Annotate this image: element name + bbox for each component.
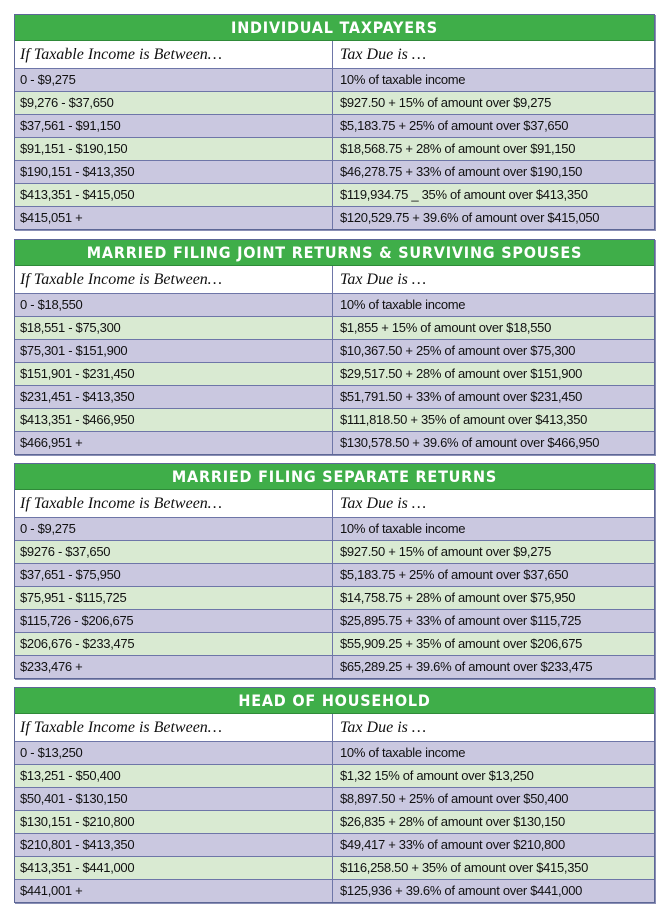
table-row xyxy=(15,742,654,764)
tax-due-cell: $120,529.75 + 39.6% of amount over $415,050 xyxy=(340,210,600,225)
tax-due-cell: $51,791.50 + 33% of amount over $231,450 xyxy=(340,389,583,404)
tax-column-header: Tax Due is … xyxy=(340,719,427,736)
table-row xyxy=(15,540,654,563)
table-married-joint xyxy=(14,239,655,455)
table-row xyxy=(15,316,654,339)
income-column-header: If Taxable Income is Between… xyxy=(15,490,333,517)
income-range-cell: $413,351 - $415,050 xyxy=(15,184,333,206)
tax-column-header: Tax Due is … xyxy=(340,495,427,512)
tax-due-cell: $18,568.75 + 28% of amount over $91,150 xyxy=(340,141,576,156)
table-row xyxy=(15,206,654,229)
table-row xyxy=(15,339,654,362)
tax-due-cell: $14,758.75 + 28% of amount over $75,950 xyxy=(340,590,576,605)
table-row xyxy=(15,294,654,316)
income-range-cell: $415,051 + xyxy=(15,207,333,229)
table-row xyxy=(15,408,654,431)
income-range-cell: $37,561 - $91,150 xyxy=(15,115,333,137)
income-range-cell: $210,801 - $413,350 xyxy=(15,834,333,856)
income-range-cell: $130,151 - $210,800 xyxy=(15,811,333,833)
table-head-of-household xyxy=(14,687,655,903)
table-row xyxy=(15,160,654,183)
income-range-cell: $50,401 - $130,150 xyxy=(15,788,333,810)
income-range-cell: $75,951 - $115,725 xyxy=(15,587,333,609)
table-row xyxy=(15,586,654,609)
income-range-cell: $190,151 - $413,350 xyxy=(15,161,333,183)
column-header-row xyxy=(15,490,654,518)
tax-due-cell: $119,934.75 _ 35% of amount over $413,350 xyxy=(340,187,588,202)
tax-due-cell: $1,855 + 15% of amount over $18,550 xyxy=(340,320,552,335)
income-range-cell: $413,351 - $466,950 xyxy=(15,409,333,431)
tax-due-cell: $130,578.50 + 39.6% of amount over $466,950 xyxy=(340,435,600,450)
income-range-cell: $9,276 - $37,650 xyxy=(15,92,333,114)
income-range-cell: $91,151 - $190,150 xyxy=(15,138,333,160)
table-row xyxy=(15,362,654,385)
income-range-cell: 0 - $9,275 xyxy=(15,69,333,91)
income-range-cell: $9276 - $37,650 xyxy=(15,541,333,563)
income-range-cell: $18,551 - $75,300 xyxy=(15,317,333,339)
tax-due-cell: $5,183.75 + 25% of amount over $37,650 xyxy=(340,567,569,582)
income-range-cell: $413,351 - $441,000 xyxy=(15,857,333,879)
income-range-cell: $13,251 - $50,400 xyxy=(15,765,333,787)
table-row xyxy=(15,431,654,454)
table-row xyxy=(15,114,654,137)
tax-due-cell: $29,517.50 + 28% of amount over $151,900 xyxy=(340,366,583,381)
table-title: INDIVIDUAL TAXPAYERS xyxy=(15,15,654,41)
column-header-row xyxy=(15,714,654,742)
income-range-cell: $441,001 + xyxy=(15,880,333,902)
table-row xyxy=(15,810,654,833)
table-title: MARRIED FILING JOINT RETURNS & SURVIVING SPOUSES xyxy=(15,240,654,266)
income-column-header: If Taxable Income is Between… xyxy=(15,41,333,68)
tax-due-cell: $8,897.50 + 25% of amount over $50,400 xyxy=(340,791,569,806)
tax-due-cell: $927.50 + 15% of amount over $9,275 xyxy=(340,95,552,110)
table-row xyxy=(15,833,654,856)
income-column-header: If Taxable Income is Between… xyxy=(15,714,333,741)
table-individual-taxpayers xyxy=(14,14,655,230)
table-title: HEAD OF HOUSEHOLD xyxy=(15,688,654,714)
income-range-cell: $231,451 - $413,350 xyxy=(15,386,333,408)
table-row xyxy=(15,563,654,586)
tax-column-header: Tax Due is … xyxy=(340,46,427,63)
tax-due-cell: $49,417 + 33% of amount over $210,800 xyxy=(340,837,565,852)
income-range-cell: 0 - $18,550 xyxy=(15,294,333,316)
tax-due-cell: $25,895.75 + 33% of amount over $115,725 xyxy=(340,613,582,628)
table-row xyxy=(15,787,654,810)
income-range-cell: 0 - $9,275 xyxy=(15,518,333,540)
table-row xyxy=(15,69,654,91)
income-column-header: If Taxable Income is Between… xyxy=(15,266,333,293)
tax-due-cell: $116,258.50 + 35% of amount over $415,350 xyxy=(340,860,589,875)
column-header-row xyxy=(15,41,654,69)
table-row xyxy=(15,632,654,655)
tax-due-cell: $10,367.50 + 25% of amount over $75,300 xyxy=(340,343,576,358)
tax-due-cell: $5,183.75 + 25% of amount over $37,650 xyxy=(340,118,569,133)
tax-due-cell: $65,289.25 + 39.6% of amount over $233,475 xyxy=(340,659,593,674)
table-row xyxy=(15,609,654,632)
income-range-cell: $466,951 + xyxy=(15,432,333,454)
income-range-cell: $115,726 - $206,675 xyxy=(15,610,333,632)
table-married-separate xyxy=(14,463,655,679)
tax-due-cell: $125,936 + 39.6% of amount over $441,000 xyxy=(340,883,583,898)
income-range-cell: $37,651 - $75,950 xyxy=(15,564,333,586)
tax-due-cell: $1,32 15% of amount over $13,250 xyxy=(340,768,534,783)
tax-due-cell: $46,278.75 + 33% of amount over $190,150 xyxy=(340,164,583,179)
tax-due-cell: 10% of taxable income xyxy=(340,72,466,87)
table-row xyxy=(15,856,654,879)
column-header-row xyxy=(15,266,654,294)
table-title: MARRIED FILING SEPARATE RETURNS xyxy=(15,464,654,490)
income-range-cell: $206,676 - $233,475 xyxy=(15,633,333,655)
tax-due-cell: $26,835 + 28% of amount over $130,150 xyxy=(340,814,565,829)
tax-due-cell: $927.50 + 15% of amount over $9,275 xyxy=(340,544,552,559)
tax-due-cell: 10% of taxable income xyxy=(340,745,466,760)
table-row xyxy=(15,183,654,206)
table-row xyxy=(15,764,654,787)
table-row xyxy=(15,655,654,678)
tax-column-header: Tax Due is … xyxy=(340,271,427,288)
income-range-cell: $233,476 + xyxy=(15,656,333,678)
tax-due-cell: 10% of taxable income xyxy=(340,297,466,312)
tax-due-cell: $111,818.50 + 35% of amount over $413,350 xyxy=(340,412,588,427)
table-row xyxy=(15,385,654,408)
table-row xyxy=(15,137,654,160)
tax-due-cell: $55,909.25 + 35% of amount over $206,675 xyxy=(340,636,583,651)
income-range-cell: $75,301 - $151,900 xyxy=(15,340,333,362)
income-range-cell: 0 - $13,250 xyxy=(15,742,333,764)
tax-due-cell: 10% of taxable income xyxy=(340,521,466,536)
table-row xyxy=(15,91,654,114)
table-row xyxy=(15,879,654,902)
income-range-cell: $151,901 - $231,450 xyxy=(15,363,333,385)
table-row xyxy=(15,518,654,540)
